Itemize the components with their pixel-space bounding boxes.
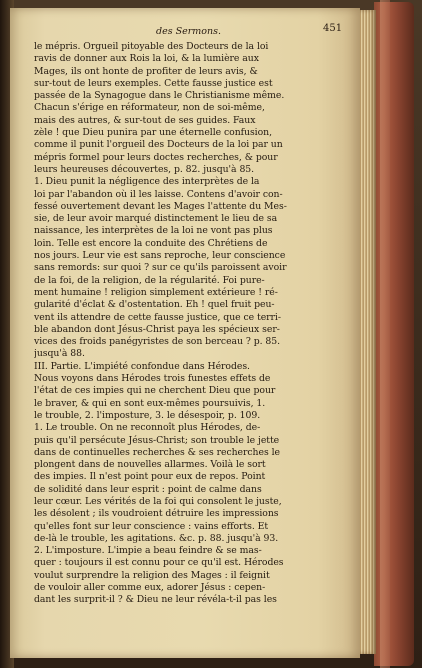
text-line: ble abandon dont Jésus-Christ paya les spécieux ser-	[34, 323, 280, 335]
text-line: jusqu'à 88.	[34, 348, 85, 360]
text-line: le mépris. Orgueil pitoyable des Docteurs de la loi	[34, 41, 269, 52]
text-line: 1. Dieu punit la négligence des interprètes de la	[34, 176, 260, 188]
cover-highlight	[380, 0, 390, 668]
text-line: Chacun s'érige en réformateur, non de soi-même,	[34, 102, 265, 114]
text-line: dant les surprit-il ? & Dieu ne leur révéla-t-il pas les	[34, 594, 277, 606]
text-line: qu'elles font sur leur conscience : vains efforts. Et	[34, 520, 269, 532]
text-line: de la foi, de la religion, de la régularité. Foi pure-	[34, 274, 265, 286]
text-line: des impies. Il n'est point pour eux de repos. Point	[34, 471, 266, 483]
running-title: des Sermons.	[156, 26, 222, 37]
text-line: 1. Le trouble. On ne reconnoît plus Hérodes, de-	[34, 422, 261, 434]
text-line: plongent dans de nouvelles allarmes. Voilà le sort	[34, 459, 266, 471]
text-line: mais des autres, & sur-tout de ses guides. Faux	[34, 114, 256, 126]
text-line: Mages, ils ont honte de profiter de leurs avis, &	[34, 65, 258, 77]
text-line: comme il punit l'orgueil des Docteurs de la loi par un	[34, 139, 283, 151]
text-line: le braver, & qui en sont eux-mêmes poursuivis, 1.	[34, 397, 266, 409]
text-line: loi par l'abandon où il les laisse. Contens d'avoir con-	[34, 188, 283, 200]
text-line: vices des froids panégyristes de son berceau ? p. 85.	[34, 336, 281, 348]
text-line: ravis de donner aux Rois la loi, & la lumière aux	[34, 53, 259, 65]
text-line: Nous voyons dans Hérodes trois funestes effets de	[34, 373, 271, 385]
book-page	[10, 8, 360, 658]
running-header	[10, 23, 360, 40]
text-line: quer : toujours il est connu pour ce qu'il est. Hérodes	[34, 557, 284, 569]
text-line: ment humaine ! religion simplement extérieure ! ré-	[34, 286, 278, 298]
text-line: loin. Telle est encore la conduite des Chrétiens de	[34, 237, 268, 249]
page-number: 451	[323, 23, 343, 34]
text-line: passée de la Synagogue dans le Christianisme même.	[34, 90, 285, 102]
text-line: de vouloir aller comme eux, adorer Jésus : cepen-	[34, 582, 266, 594]
text-line: gularité d'éclat & d'ostentation. Eh ! quel fruit peu-	[34, 299, 275, 311]
text-line: sie, de leur avoir marqué distinctement le lieu de sa	[34, 213, 278, 225]
text-line: voulut surprendre la religion des Mages : il feignit	[34, 569, 270, 581]
text-line: les désolent ; ils voudroient détruire les impressions	[34, 508, 279, 520]
text-line: puis qu'il persécute Jésus-Christ; son trouble le jette	[34, 434, 280, 446]
text-line: dans de continuelles recherches & ses recherches le	[34, 446, 280, 458]
text-line: de solidité dans leur esprit : point de calme dans	[34, 483, 262, 495]
text-line: l'état de ces impies qui ne cherchent Dieu que pour	[34, 385, 276, 397]
page-text-body	[34, 41, 352, 607]
text-line: sans remords: sur quoi ? sur ce qu'ils paroissent avoir	[34, 262, 287, 274]
text-line: naissance, les interprètes de la loi ne vont pas plus	[34, 225, 273, 237]
text-line: mépris formel pour leurs doctes recherches, & pour	[34, 151, 278, 163]
text-line: leurs heureuses découvertes, p. 82. jusqu'à 85.	[34, 163, 255, 175]
text-line: zèle ! que Dieu punira par une éternelle confusion,	[34, 127, 272, 139]
text-line: leur cœur. Les vérités de la foi qui consolent le juste,	[34, 495, 282, 507]
page-stack-edges	[358, 10, 376, 654]
text-line: nos jours. Leur vie est sans reproche, leur conscience	[34, 250, 286, 262]
text-line: 2. L'imposture. L'impie a beau feindre & se mas-	[34, 545, 262, 557]
text-line: le trouble, 2. l'imposture, 3. le désespoir, p. 109.	[34, 409, 261, 421]
text-line: fessé ouvertement devant les Mages l'attente du Mes-	[34, 200, 287, 212]
text-line: sur-tout de leurs exemples. Cette fausse justice est	[34, 77, 273, 89]
text-line: vent ils attendre de cette fausse justice, que ce terri-	[34, 311, 281, 323]
text-line: de-là le trouble, les agitations. &c. p. 88. jusqu'à 93.	[34, 532, 279, 544]
text-line: III. Partie. L'impiété confondue dans Hérodes.	[34, 360, 250, 372]
